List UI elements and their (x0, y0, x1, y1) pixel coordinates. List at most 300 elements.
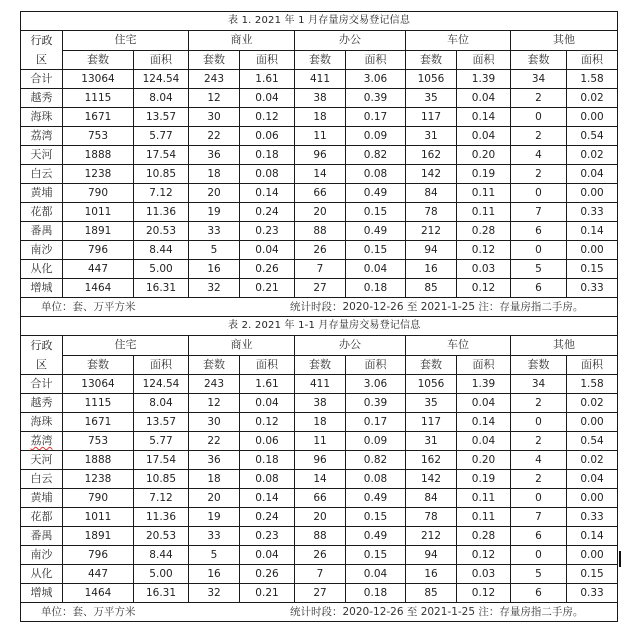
value-cell: 1891 (63, 527, 134, 546)
value-cell: 411 (295, 70, 346, 89)
value-cell: 30 (189, 108, 240, 127)
sub-header: 套数 (63, 355, 134, 375)
value-cell: 0.04 (346, 260, 406, 279)
value-cell: 0.11 (457, 508, 511, 527)
group-header: 商业 (189, 336, 295, 356)
district-header-line2: 区 (36, 53, 47, 66)
value-cell: 0.15 (567, 260, 618, 279)
value-cell: 34 (511, 70, 567, 89)
value-cell: 0.06 (240, 432, 295, 451)
district-cell (21, 546, 63, 565)
value-cell: 16.31 (134, 279, 189, 298)
value-cell: 0.28 (457, 527, 511, 546)
value-cell: 85 (406, 279, 457, 298)
value-cell: 0 (511, 241, 567, 260)
value-cell: 124.54 (134, 70, 189, 89)
value-cell: 31 (406, 432, 457, 451)
district-name: 花都 (30, 205, 53, 218)
value-cell: 84 (406, 489, 457, 508)
district-header-line1: 行政 (30, 34, 53, 47)
value-cell: 0.12 (457, 584, 511, 603)
value-cell: 22 (189, 127, 240, 146)
district-name: 天河 (30, 453, 53, 466)
value-cell: 0.00 (567, 184, 618, 203)
sub-header: 面积 (346, 50, 406, 70)
value-cell: 0.03 (457, 565, 511, 584)
value-cell: 1888 (63, 451, 134, 470)
value-cell: 20 (295, 203, 346, 222)
district-name: 花都 (30, 510, 53, 523)
table-title-row (21, 12, 618, 31)
value-cell: 0.23 (240, 222, 295, 241)
table-row (21, 165, 618, 184)
district-cell (21, 470, 63, 489)
value-cell: 7.12 (134, 184, 189, 203)
value-cell: 94 (406, 241, 457, 260)
value-cell: 0.08 (346, 165, 406, 184)
value-cell: 0.08 (346, 470, 406, 489)
table-row (21, 184, 618, 203)
value-cell: 0.04 (240, 241, 295, 260)
sub-header: 面积 (346, 355, 406, 375)
value-cell: 7 (511, 508, 567, 527)
value-cell: 14 (295, 470, 346, 489)
district-name: 合计 (30, 377, 53, 390)
table-row (21, 546, 618, 565)
group-header: 其他 (511, 336, 618, 356)
value-cell: 0.33 (567, 203, 618, 222)
value-cell: 19 (189, 203, 240, 222)
value-cell: 0.15 (346, 546, 406, 565)
period-note: 统计时段：2020-12-26 至 2021-1-25 注：存量房指二手房。 (290, 606, 584, 618)
value-cell: 0.21 (240, 584, 295, 603)
district-cell (21, 146, 63, 165)
value-cell: 0.49 (346, 184, 406, 203)
district-name: 黄埔 (30, 186, 53, 199)
district-name: 越秀 (30, 91, 53, 104)
value-cell: 66 (295, 489, 346, 508)
value-cell: 0.00 (567, 241, 618, 260)
value-cell: 0.18 (240, 146, 295, 165)
value-cell: 1056 (406, 375, 457, 394)
value-cell: 790 (63, 184, 134, 203)
value-cell: 18 (189, 165, 240, 184)
sub-header: 面积 (567, 355, 618, 375)
document-page (20, 11, 617, 622)
table-row (21, 108, 618, 127)
value-cell: 0.14 (567, 222, 618, 241)
table-row (21, 279, 618, 298)
value-cell: 13.57 (134, 413, 189, 432)
table-footer-row (21, 603, 618, 622)
value-cell: 0.24 (240, 203, 295, 222)
value-cell: 0.28 (457, 222, 511, 241)
value-cell: 1671 (63, 108, 134, 127)
value-cell: 7 (295, 565, 346, 584)
value-cell: 753 (63, 432, 134, 451)
value-cell: 0.04 (457, 89, 511, 108)
district-name: 黄埔 (30, 491, 53, 504)
value-cell: 20 (295, 508, 346, 527)
value-cell: 5.77 (134, 127, 189, 146)
table-row (21, 432, 618, 451)
value-cell: 1.39 (457, 375, 511, 394)
value-cell: 36 (189, 451, 240, 470)
value-cell: 0.49 (346, 527, 406, 546)
district-cell (21, 184, 63, 203)
value-cell: 3.06 (346, 70, 406, 89)
table-row (21, 508, 618, 527)
district-cell (21, 375, 63, 394)
value-cell: 4 (511, 146, 567, 165)
value-cell: 0.49 (346, 489, 406, 508)
value-cell: 117 (406, 413, 457, 432)
district-name: 合计 (30, 72, 53, 85)
district-cell (21, 279, 63, 298)
value-cell: 0.00 (567, 413, 618, 432)
value-cell: 1891 (63, 222, 134, 241)
table-footer (21, 603, 618, 622)
value-cell: 447 (63, 565, 134, 584)
value-cell: 0.04 (240, 89, 295, 108)
value-cell: 12 (189, 394, 240, 413)
value-cell: 4 (511, 451, 567, 470)
value-cell: 11 (295, 432, 346, 451)
value-cell: 13064 (63, 375, 134, 394)
sub-header: 面积 (567, 50, 618, 70)
table-row (21, 451, 618, 470)
table-row (21, 375, 618, 394)
value-cell: 212 (406, 222, 457, 241)
value-cell: 2 (511, 470, 567, 489)
value-cell: 5 (189, 546, 240, 565)
value-cell: 85 (406, 584, 457, 603)
value-cell: 124.54 (134, 375, 189, 394)
value-cell: 0.11 (457, 203, 511, 222)
value-cell: 16 (189, 565, 240, 584)
table-row (21, 70, 618, 89)
group-header: 住宅 (63, 336, 189, 356)
value-cell: 753 (63, 127, 134, 146)
value-cell: 32 (189, 584, 240, 603)
district-name: 荔湾 (30, 129, 53, 142)
value-cell: 0 (511, 184, 567, 203)
value-cell: 0.06 (240, 127, 295, 146)
value-cell: 35 (406, 89, 457, 108)
value-cell: 6 (511, 584, 567, 603)
value-cell: 14 (295, 165, 346, 184)
value-cell: 34 (511, 375, 567, 394)
value-cell: 0.26 (240, 260, 295, 279)
value-cell: 66 (295, 184, 346, 203)
value-cell: 5 (189, 241, 240, 260)
value-cell: 243 (189, 375, 240, 394)
district-name: 白云 (30, 167, 53, 180)
value-cell: 94 (406, 546, 457, 565)
value-cell: 0.14 (240, 489, 295, 508)
value-cell: 5 (511, 565, 567, 584)
district-cell (21, 489, 63, 508)
value-cell: 162 (406, 451, 457, 470)
value-cell: 0.24 (240, 508, 295, 527)
value-cell: 1464 (63, 584, 134, 603)
value-cell: 22 (189, 432, 240, 451)
text-cursor (619, 551, 621, 567)
value-cell: 0.17 (346, 108, 406, 127)
district-header (21, 336, 63, 375)
value-cell: 5.77 (134, 432, 189, 451)
value-cell: 0.54 (567, 127, 618, 146)
value-cell: 0 (511, 546, 567, 565)
table-row (21, 203, 618, 222)
value-cell: 19 (189, 508, 240, 527)
table-footer-row (21, 298, 618, 317)
value-cell: 96 (295, 146, 346, 165)
value-cell: 5.00 (134, 565, 189, 584)
table-row (21, 241, 618, 260)
value-cell: 78 (406, 508, 457, 527)
value-cell: 13064 (63, 70, 134, 89)
table-footer (21, 298, 618, 317)
value-cell: 0.04 (457, 394, 511, 413)
value-cell: 2 (511, 165, 567, 184)
sub-header: 套数 (295, 50, 346, 70)
value-cell: 38 (295, 394, 346, 413)
sub-header-row (21, 50, 618, 70)
value-cell: 2 (511, 432, 567, 451)
value-cell: 16 (189, 260, 240, 279)
value-cell: 18 (189, 470, 240, 489)
district-cell (21, 260, 63, 279)
value-cell: 0.19 (457, 470, 511, 489)
value-cell: 212 (406, 527, 457, 546)
value-cell: 35 (406, 394, 457, 413)
value-cell: 8.04 (134, 89, 189, 108)
district-cell (21, 127, 63, 146)
value-cell: 0.33 (567, 508, 618, 527)
value-cell: 1011 (63, 508, 134, 527)
sub-header: 面积 (134, 50, 189, 70)
value-cell: 243 (189, 70, 240, 89)
value-cell: 0.18 (346, 584, 406, 603)
value-cell: 0.09 (346, 127, 406, 146)
value-cell: 0.02 (567, 146, 618, 165)
value-cell: 0.03 (457, 260, 511, 279)
group-header: 车位 (406, 31, 511, 51)
value-cell: 796 (63, 241, 134, 260)
value-cell: 1238 (63, 165, 134, 184)
district-name: 天河 (30, 148, 53, 161)
value-cell: 0.12 (457, 241, 511, 260)
value-cell: 142 (406, 470, 457, 489)
district-cell (21, 165, 63, 184)
value-cell: 0.04 (240, 394, 295, 413)
table-row (21, 565, 618, 584)
value-cell: 1671 (63, 413, 134, 432)
value-cell: 6 (511, 527, 567, 546)
value-cell: 0.15 (346, 241, 406, 260)
sub-header: 面积 (134, 355, 189, 375)
value-cell: 16 (406, 260, 457, 279)
value-cell: 0.11 (457, 184, 511, 203)
sub-header: 套数 (511, 50, 567, 70)
value-cell: 0.18 (346, 279, 406, 298)
value-cell: 6 (511, 279, 567, 298)
value-cell: 33 (189, 527, 240, 546)
value-cell: 0.08 (240, 165, 295, 184)
value-cell: 84 (406, 184, 457, 203)
group-header: 办公 (295, 336, 406, 356)
district-cell (21, 394, 63, 413)
value-cell: 0.11 (457, 489, 511, 508)
value-cell: 11 (295, 127, 346, 146)
table-row (21, 89, 618, 108)
value-cell: 162 (406, 146, 457, 165)
district-header-line1: 行政 (30, 339, 53, 352)
value-cell: 0.82 (346, 146, 406, 165)
value-cell: 3.06 (346, 375, 406, 394)
district-cell (21, 451, 63, 470)
value-cell: 0.15 (567, 565, 618, 584)
value-cell: 411 (295, 375, 346, 394)
value-cell: 2 (511, 394, 567, 413)
value-cell: 0.20 (457, 451, 511, 470)
value-cell: 0.19 (457, 165, 511, 184)
value-cell: 0.54 (567, 432, 618, 451)
value-cell: 0.08 (240, 470, 295, 489)
value-cell: 18 (295, 413, 346, 432)
sub-header: 面积 (457, 355, 511, 375)
group-header: 办公 (295, 31, 406, 51)
district-name: 海珠 (30, 415, 53, 428)
sub-header: 面积 (240, 355, 295, 375)
value-cell: 10.85 (134, 165, 189, 184)
value-cell: 11.36 (134, 508, 189, 527)
district-header-line2: 区 (36, 358, 47, 371)
value-cell: 1115 (63, 394, 134, 413)
value-cell: 0.02 (567, 89, 618, 108)
district-name: 南沙 (30, 548, 53, 561)
district-cell (21, 89, 63, 108)
value-cell: 26 (295, 546, 346, 565)
sub-header: 套数 (406, 50, 457, 70)
value-cell: 0.49 (346, 222, 406, 241)
table-row (21, 527, 618, 546)
group-header: 住宅 (63, 31, 189, 51)
sub-header: 套数 (189, 355, 240, 375)
district-name: 增城 (30, 586, 53, 599)
district-name: 番禺 (30, 529, 53, 542)
value-cell: 8.44 (134, 241, 189, 260)
value-cell: 20 (189, 489, 240, 508)
sub-header: 面积 (457, 50, 511, 70)
value-cell: 0.04 (567, 165, 618, 184)
value-cell: 0.14 (457, 108, 511, 127)
value-cell: 0.12 (240, 108, 295, 127)
district-name: 白云 (30, 472, 53, 485)
value-cell: 0.18 (240, 451, 295, 470)
district-name: 从化 (30, 262, 53, 275)
value-cell: 0.26 (240, 565, 295, 584)
value-cell: 0.15 (346, 508, 406, 527)
value-cell: 0.20 (457, 146, 511, 165)
value-cell: 11.36 (134, 203, 189, 222)
district-name: 越秀 (30, 396, 53, 409)
value-cell: 0.82 (346, 451, 406, 470)
value-cell: 0 (511, 489, 567, 508)
group-header-row (21, 336, 618, 356)
value-cell: 117 (406, 108, 457, 127)
table-title: 表 1. 2021 年 1 月存量房交易登记信息 (21, 12, 618, 31)
table-title-row (21, 317, 618, 336)
table-row (21, 489, 618, 508)
value-cell: 6 (511, 222, 567, 241)
sub-header: 面积 (240, 50, 295, 70)
value-cell: 0.00 (567, 108, 618, 127)
table-row (21, 222, 618, 241)
value-cell: 5.00 (134, 260, 189, 279)
sub-header: 套数 (189, 50, 240, 70)
value-cell: 30 (189, 413, 240, 432)
district-name: 增城 (30, 281, 53, 294)
value-cell: 0.23 (240, 527, 295, 546)
value-cell: 0.15 (346, 203, 406, 222)
unit-note: 单位：套、万平方米 (41, 301, 136, 313)
group-header-row (21, 31, 618, 51)
value-cell: 0.33 (567, 279, 618, 298)
value-cell: 20 (189, 184, 240, 203)
value-cell: 27 (295, 279, 346, 298)
value-cell: 7 (295, 260, 346, 279)
value-cell: 1011 (63, 203, 134, 222)
value-cell: 0.09 (346, 432, 406, 451)
value-cell: 0 (511, 413, 567, 432)
table-title: 表 2. 2021 年 1-1 月存量房交易登记信息 (21, 317, 618, 336)
value-cell: 790 (63, 489, 134, 508)
district-cell (21, 70, 63, 89)
value-cell: 0.04 (346, 565, 406, 584)
value-cell: 8.04 (134, 394, 189, 413)
district-cell (21, 203, 63, 222)
table-body (21, 12, 618, 622)
group-header: 商业 (189, 31, 295, 51)
table-row (21, 413, 618, 432)
value-cell: 1115 (63, 89, 134, 108)
value-cell: 5 (511, 260, 567, 279)
table-row (21, 584, 618, 603)
value-cell: 38 (295, 89, 346, 108)
sub-header-row (21, 355, 618, 375)
value-cell: 16.31 (134, 584, 189, 603)
value-cell: 20.53 (134, 222, 189, 241)
district-cell (21, 413, 63, 432)
district-header (21, 31, 63, 70)
value-cell: 0.33 (567, 584, 618, 603)
value-cell: 33 (189, 222, 240, 241)
value-cell: 0.02 (567, 451, 618, 470)
value-cell: 0.00 (567, 489, 618, 508)
value-cell: 0.39 (346, 394, 406, 413)
district-cell (21, 241, 63, 260)
value-cell: 1.39 (457, 70, 511, 89)
value-cell: 36 (189, 146, 240, 165)
value-cell: 20.53 (134, 527, 189, 546)
value-cell: 0.04 (240, 546, 295, 565)
value-cell: 0.12 (240, 413, 295, 432)
value-cell: 0.14 (457, 413, 511, 432)
value-cell: 16 (406, 565, 457, 584)
value-cell: 1056 (406, 70, 457, 89)
